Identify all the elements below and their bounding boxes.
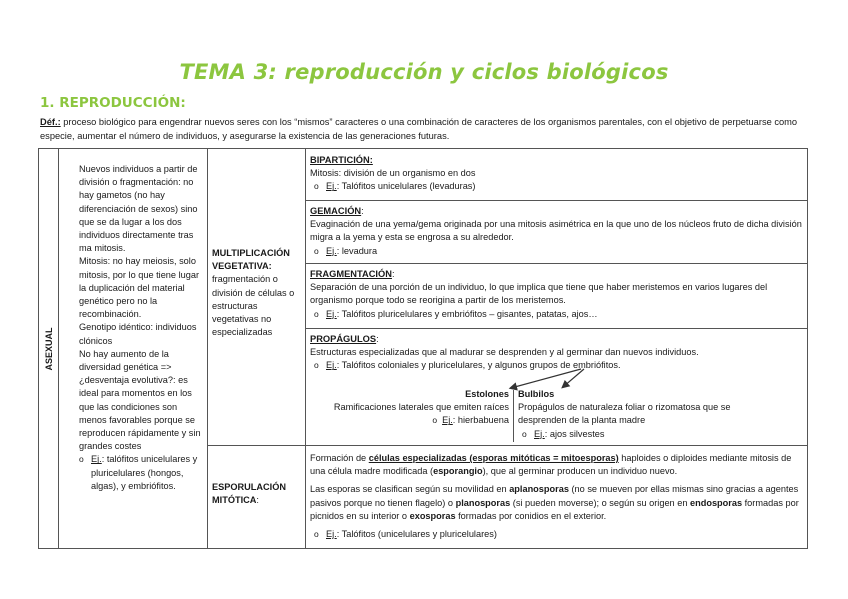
- asexual-desc-4: No hay aumento de la diversidad genética => ¿desventaja evolutiva?: es ideal para momentos en los que las condiciones son menos favorables porque se reproducen rápidamente y sin grandes costes: [79, 348, 201, 452]
- gemacion-text: Evaginación de una yema/gema originada por una mitosis asimétrica en la que uno de los núcleos fruto de dicha división migra a la yema y esta se engrosa a su alrededor.: [310, 219, 802, 243]
- gemacion-example: o Ej.: levadura: [314, 245, 805, 258]
- bulbilos-block: [518, 388, 768, 441]
- divider: [305, 149, 306, 548]
- arrow-to-bulbilos: [563, 369, 584, 387]
- bulbilos-title: Bulbilos: [518, 389, 555, 399]
- fragmentacion-example: o Ej.: Talófitos pluricelulares y embriófitos – gisantes, patatas, ajos…: [314, 308, 805, 321]
- esporulacion-title: ESPORULACIÓN MITÓTICA: [212, 482, 287, 506]
- bulbilos-example: o Ej.: ajos silvestes: [522, 428, 768, 441]
- fragmentacion-text: Separación de una porción de un individuo, lo que implica que tiene que haber meristemos en varios lugares del organismo porque todo se reorigina a partir de los meristemos.: [310, 282, 768, 306]
- esporulacion-title-cell: ESPORULACIÓN MITÓTICA:: [212, 482, 287, 506]
- propagulos-title: PROPÁGULOS: [310, 334, 377, 344]
- propagulos-split-line: [513, 390, 514, 442]
- propagulos-text: Estructuras especializadas que al madurar se desprenden y al germinar dan nuevos individuos.: [310, 347, 699, 358]
- biparticion-text: Mitosis: división de un organismo en dos: [310, 168, 476, 179]
- reproduction-table: [38, 148, 808, 549]
- esporulacion-example: o Ej.: Talófitos (unicelulares y pluricelulares): [314, 528, 805, 541]
- bulbilos-text: Propágulos de naturaleza foliar o rizomatosa que se desprenden de la planta madre: [518, 402, 731, 426]
- esporulacion-p2: Las esporas se clasifican según su movilidad en aplanosporas (no se mueven por ellas mismas sino gracias a agentes pasivos porque no tienen flagelo) o planosporas (si pueden moverse); o según su origen en endosporas formadas por picnidos en su interior o exosporas formadas por conidios en el exterior.: [310, 484, 799, 521]
- fragmentacion-title: FRAGMENTACIÓN: [310, 269, 392, 279]
- esporulacion-cell: [310, 452, 805, 541]
- gemacion-title: GEMACIÓN: [310, 206, 362, 216]
- esporulacion-p1: Formación de células especializadas (esporas mitóticas = mitoesporas) haploides o diploides mediante mitosis de una célula madre modificada (esporangio), que al germinar producen un individuo nuevo.: [310, 453, 792, 477]
- divider: [58, 149, 59, 548]
- asexual-example: [79, 453, 205, 493]
- example-label: Ej.: [91, 454, 102, 465]
- asexual-desc-3: Genotipo idéntico: individuos clónicos: [79, 322, 197, 346]
- gemacion-cell: GEMACIÓN: Evaginación de una yema/gema originada por una mitosis asimétrica en la que uno de los núcleos fruto de dicha división migra a la yema y esta se engrosa a su alrededor. o Ej.: levadura: [310, 205, 805, 258]
- multiplicacion-text: fragmentación o división de células o estructuras vegetativas no especializadas: [212, 274, 295, 338]
- propagulos-example: o Ej.: Talófitos coloniales y pluricelulares, y algunos grupos de embriófitos.: [314, 359, 805, 372]
- definition-label: Déf.:: [40, 117, 61, 127]
- asexual-description: [79, 163, 205, 493]
- biparticion-example: o Ej.: Talófitos unicelulares (levaduras): [314, 180, 805, 193]
- divider: [305, 200, 807, 201]
- divider: [305, 328, 807, 329]
- divider: [207, 445, 807, 446]
- fragmentacion-cell: FRAGMENTACIÓN: Separación de una porción de un individuo, lo que implica que tiene que haber meristemos en varios lugares del organismo porque todo se reorigina a partir de los meristemos. o Ej.: Talófitos pluricelulares y embriófitos – gisantes, patatas, ajos…: [310, 268, 805, 321]
- asexual-label-cell: [39, 149, 58, 548]
- divider: [305, 263, 807, 264]
- biparticion-cell: [310, 154, 805, 194]
- estolones-block: [317, 388, 513, 428]
- multiplicacion-cell: [212, 247, 304, 339]
- asexual-desc-1: Nuevos individuos a partir de división o fragmentación: no hay gametos (no hay diferenciación de sexos) sino que se da lugar a los dos individuos directamente tras ma mitosis.: [79, 164, 198, 254]
- divider: [207, 149, 208, 548]
- estolones-text: Ramificaciones laterales que emiten raíces: [333, 402, 509, 413]
- definition: [40, 115, 810, 143]
- definition-text: proceso biológico para engendrar nuevos seres con los “mismos” caracteres o una combinación de caracteres de los organismos parentales, con el objetivo de perpetuarse como especie, aumentar el número de individuos, y asegurarse la existencia de las generaciones futuras.: [40, 117, 798, 141]
- example-text: : talófitos unicelulares y pluricelulares (hongos, algas), y embriófitos.: [91, 454, 198, 491]
- section-heading: 1. REPRODUCCIÓN:: [40, 95, 186, 111]
- arrow-to-estolones: [511, 369, 581, 388]
- propagulos-cell: PROPÁGULOS: Estructuras especializadas que al madurar se desprenden y al germinar dan nuevos individuos. o Ej.: Talófitos coloniales y pluricelulares, y algunos grupos de embriófitos.: [310, 333, 805, 373]
- multiplicacion-title: MULTIPLICACIÓN VEGETATIVA:: [212, 248, 290, 272]
- estolones-title: Estolones: [465, 389, 509, 399]
- biparticion-title: BIPARTICIÓN:: [310, 155, 373, 165]
- asexual-desc-2: Mitosis: no hay meiosis, solo mitosis, por lo que tiene lugar la duplicación del material genético pero no la recombinación.: [79, 256, 200, 320]
- estolones-example: o Ej.: hierbabuena: [432, 415, 509, 426]
- page-title: TEMA 3: reproducción y ciclos biológicos: [179, 60, 669, 84]
- asexual-label: ASEXUAL: [43, 326, 54, 371]
